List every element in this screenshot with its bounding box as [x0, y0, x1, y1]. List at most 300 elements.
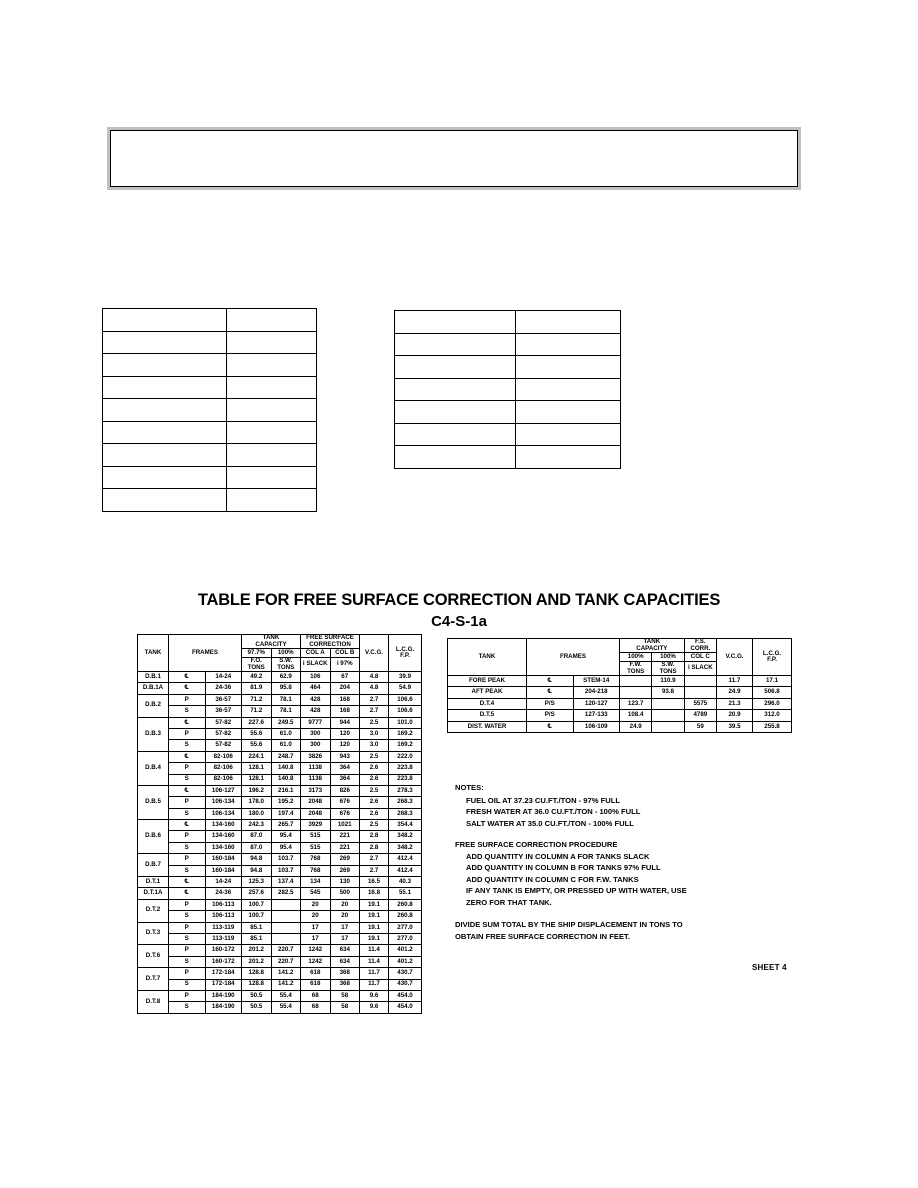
- note-line-2: SALT WATER AT 35.0 CU.FT./TON - 100% FULL: [466, 818, 634, 828]
- cell-lcg: 312.0: [753, 710, 792, 721]
- cell-fo-tons: 71.2: [242, 706, 272, 717]
- cell-lcg: 39.9: [389, 672, 422, 683]
- free-surface-tank-capacity-table-right: [447, 638, 792, 733]
- cell-col-a: 428: [301, 706, 331, 717]
- cell-frames: 57-82: [205, 740, 242, 751]
- cell-vcg: 2.5: [360, 751, 389, 762]
- page-title: TABLE FOR FREE SURFACE CORRECTION AND TANK CAPACITIES: [197, 591, 721, 609]
- empty-grid-cell: [395, 356, 516, 379]
- cell-fw-tons: [620, 676, 652, 687]
- empty-grid-row: [103, 444, 317, 467]
- empty-grid-cell: [395, 378, 516, 401]
- cell-fo-tons: 242.3: [242, 820, 272, 831]
- cell-tank: D.T.1A: [138, 888, 169, 899]
- cell-col-c: [684, 687, 716, 698]
- cell-fo-tons: 257.6: [242, 888, 272, 899]
- cell-sw-tons: 220.7: [271, 945, 301, 956]
- table-row: [138, 785, 422, 796]
- procedure-line-4: ZERO FOR THAT TANK.: [466, 897, 552, 907]
- table-row: [138, 774, 422, 785]
- empty-grid-row: [395, 401, 621, 424]
- empty-grid-cell: [227, 309, 317, 332]
- left-group-header-free-surface: [301, 635, 360, 649]
- cell-lcg: 277.0: [389, 922, 422, 933]
- cell-vcg: 19.1: [360, 899, 389, 910]
- cell-sw-tons: 95.4: [271, 842, 301, 853]
- notes-heading: NOTES:: [455, 783, 484, 792]
- cell-lcg: 101.0: [389, 717, 422, 728]
- right-table-head: [448, 639, 792, 676]
- cell-side: ℄: [527, 676, 574, 687]
- cell-tank: D.B.2: [138, 694, 169, 717]
- empty-grid-cell: [103, 354, 227, 377]
- cell-sw-tons: 137.4: [271, 877, 301, 888]
- empty-grid-cell: [395, 401, 516, 424]
- cell-frames: 82-106: [205, 774, 242, 785]
- cell-frames: 36-57: [205, 694, 242, 705]
- cell-sw-tons: [271, 911, 301, 922]
- table-row: [138, 1002, 422, 1013]
- cell-side: S: [169, 740, 206, 751]
- table-row: [138, 888, 422, 899]
- cell-side: S: [169, 1002, 206, 1013]
- cell-vcg: 4.8: [360, 683, 389, 694]
- cell-sw-tons: 93.8: [652, 687, 684, 698]
- empty-grid-left-body: [103, 309, 317, 512]
- cell-side: ℄: [169, 877, 206, 888]
- right-group-header-fs-corr: [684, 639, 716, 653]
- table-row: [138, 956, 422, 967]
- cell-fo-tons: 128.8: [242, 968, 272, 979]
- left-pct-header-3: COL B: [330, 649, 360, 658]
- table-row: [138, 831, 422, 842]
- empty-grid-cell: [103, 421, 227, 444]
- cell-vcg: 20.9: [717, 710, 753, 721]
- cell-side: P: [169, 831, 206, 842]
- cell-vcg: 4.8: [360, 672, 389, 683]
- cell-side: P: [169, 899, 206, 910]
- right-col-header-frames: FRAMES: [527, 639, 620, 676]
- cell-frames: 57-82: [205, 717, 242, 728]
- right-col-header-lcg: [753, 639, 792, 676]
- cell-sw-tons: 265.7: [271, 820, 301, 831]
- cell-frames: 172-184: [205, 979, 242, 990]
- cell-fo-tons: 125.3: [242, 877, 272, 888]
- table-row: [138, 683, 422, 694]
- cell-frames: 160-172: [205, 945, 242, 956]
- cell-col-b: 500: [330, 888, 360, 899]
- cell-fo-tons: 71.2: [242, 694, 272, 705]
- left-group-header-tank-capacity: [242, 635, 301, 649]
- cell-tank: D.T.1: [138, 877, 169, 888]
- cell-frames: 134-160: [205, 831, 242, 842]
- cell-lcg: 17.1: [753, 676, 792, 687]
- cell-col-b: 368: [330, 968, 360, 979]
- cell-fo-tons: 81.9: [242, 683, 272, 694]
- cell-fo-tons: 85.1: [242, 933, 272, 944]
- empty-grid-row: [103, 309, 317, 332]
- cell-sw-tons: [652, 710, 684, 721]
- procedure-lines: [455, 851, 795, 909]
- closing-lines: [455, 919, 795, 942]
- cell-frames: 127-133: [573, 710, 620, 721]
- cell-col-b: 17: [330, 922, 360, 933]
- cell-vcg: 19.1: [360, 911, 389, 922]
- cell-side: P: [169, 990, 206, 1001]
- cell-lcg: 223.8: [389, 763, 422, 774]
- left-col-header-tank: TANK: [138, 635, 169, 672]
- cell-col-b: 20: [330, 911, 360, 922]
- table-row: [138, 808, 422, 819]
- cell-vcg: 2.5: [360, 820, 389, 831]
- cell-frames: 106-113: [205, 911, 242, 922]
- cell-sw-tons: 55.4: [271, 1002, 301, 1013]
- empty-grid-cell: [227, 421, 317, 444]
- procedure-line-1: ADD QUANTITY IN COLUMN B FOR TANKS 97% FULL: [466, 863, 661, 873]
- cell-lcg: 268.3: [389, 797, 422, 808]
- cell-frames: 113-119: [205, 922, 242, 933]
- cell-vcg: 11.4: [360, 956, 389, 967]
- cell-sw-tons: 95.4: [271, 831, 301, 842]
- cell-lcg: 55.1: [389, 888, 422, 899]
- left-col-header-col-a: i SLACK: [301, 658, 331, 672]
- cell-col-a: 134: [301, 877, 331, 888]
- cell-side: ℄: [169, 751, 206, 762]
- cell-side: ℄: [169, 888, 206, 899]
- left-col-header-sw-tons-line1: S.W.: [279, 657, 293, 664]
- empty-grid-cell: [227, 399, 317, 422]
- cell-tank: D.T.5: [448, 710, 527, 721]
- cell-col-c: 59: [684, 721, 716, 732]
- cell-col-c: 4789: [684, 710, 716, 721]
- cell-tank: D.B.3: [138, 717, 169, 751]
- empty-grid-row: [395, 356, 621, 379]
- empty-grid-cell: [103, 444, 227, 467]
- cell-col-b: 58: [330, 1002, 360, 1013]
- cell-vcg: 3.0: [360, 728, 389, 739]
- cell-lcg: 40.3: [389, 877, 422, 888]
- note-line-0: FUEL OIL AT 37.23 CU.FT./TON - 97% FULL: [466, 795, 621, 805]
- cell-frames: 160-184: [205, 865, 242, 876]
- left-table-body: [138, 672, 422, 1014]
- table-row: [138, 911, 422, 922]
- empty-grid-cell: [227, 331, 317, 354]
- free-surface-tank-capacity-table-left: [137, 634, 422, 1014]
- table-row: [138, 740, 422, 751]
- cell-col-b: 58: [330, 990, 360, 1001]
- empty-grid-cell: [227, 444, 317, 467]
- cell-sw-tons: 55.4: [271, 990, 301, 1001]
- table-row: [138, 865, 422, 876]
- cell-vcg: 2.6: [360, 763, 389, 774]
- cell-vcg: 2.6: [360, 774, 389, 785]
- cell-col-a: 68: [301, 1002, 331, 1013]
- left-col-header-sw-tons-line2: TONS: [277, 663, 295, 671]
- table-row: [138, 968, 422, 979]
- cell-vcg: 9.6: [360, 990, 389, 1001]
- empty-grid-cell: [227, 354, 317, 377]
- empty-grid-cell: [227, 466, 317, 489]
- cell-frames: 160-184: [205, 854, 242, 865]
- cell-col-b: 120: [330, 728, 360, 739]
- table-row: [138, 820, 422, 831]
- cell-col-a: 1138: [301, 763, 331, 774]
- empty-grid-row: [395, 446, 621, 469]
- cell-sw-tons: [271, 899, 301, 910]
- cell-fo-tons: 224.1: [242, 751, 272, 762]
- empty-grid-row: [395, 311, 621, 334]
- right-table-body: [448, 676, 792, 733]
- table-row: [138, 854, 422, 865]
- cell-fo-tons: 94.8: [242, 854, 272, 865]
- cell-fw-tons: 24.9: [620, 721, 652, 732]
- cell-sw-tons: 61.0: [271, 728, 301, 739]
- note-line-1: FRESH WATER AT 36.0 CU.FT./TON - 100% FULL: [466, 807, 641, 817]
- table-row: [138, 990, 422, 1001]
- cell-frames: 106-109: [573, 721, 620, 732]
- right-group-header-fs-corr-line2: CORR.: [690, 644, 711, 652]
- cell-side: S: [169, 808, 206, 819]
- cell-sw-tons: 141.2: [271, 979, 301, 990]
- cell-side: ℄: [169, 683, 206, 694]
- cell-sw-tons: [652, 721, 684, 732]
- cell-sw-tons: 110.9: [652, 676, 684, 687]
- cell-vcg: 21.3: [717, 698, 753, 709]
- cell-vcg: 2.7: [360, 854, 389, 865]
- cell-col-b: 944: [330, 717, 360, 728]
- cell-frames: 36-57: [205, 706, 242, 717]
- cell-col-b: 368: [330, 979, 360, 990]
- cell-sw-tons: [271, 922, 301, 933]
- cell-side: P/S: [527, 698, 574, 709]
- cell-side: S: [169, 956, 206, 967]
- cell-side: P: [169, 854, 206, 865]
- cell-col-b: 168: [330, 694, 360, 705]
- table-row: [138, 945, 422, 956]
- empty-grid-row: [395, 333, 621, 356]
- cell-frames: 14-24: [205, 877, 242, 888]
- cell-fo-tons: 55.6: [242, 728, 272, 739]
- banner-box: [107, 127, 801, 190]
- left-col-header-lcg-line2: F.P.: [400, 652, 410, 659]
- cell-col-b: 221: [330, 831, 360, 842]
- cell-col-b: 130: [330, 877, 360, 888]
- empty-grid-row: [103, 354, 317, 377]
- cell-col-b: 20: [330, 899, 360, 910]
- cell-col-c: 5575: [684, 698, 716, 709]
- cell-lcg: 454.0: [389, 1002, 422, 1013]
- cell-col-b: 676: [330, 797, 360, 808]
- right-group-header-tank-capacity: [620, 639, 685, 653]
- procedure-line-3: IF ANY TANK IS EMPTY, OR PRESSED UP WITH WATER, USE: [466, 886, 687, 896]
- cell-frames: 14-24: [205, 672, 242, 683]
- table-row: [138, 797, 422, 808]
- right-pct-header-0: 100%: [620, 653, 652, 662]
- cell-sw-tons: 103.7: [271, 865, 301, 876]
- empty-grid-row: [103, 421, 317, 444]
- cell-tank: D.B.7: [138, 854, 169, 877]
- cell-col-a: 515: [301, 831, 331, 842]
- table-row: [138, 933, 422, 944]
- cell-col-a: 68: [301, 990, 331, 1001]
- left-col-header-fo-tons: [242, 658, 272, 672]
- cell-sw-tons: 195.2: [271, 797, 301, 808]
- right-group-header-tank-capacity-line1: TANK: [643, 638, 661, 645]
- left-col-header-vcg: V.C.G.: [360, 635, 389, 672]
- procedure-heading: FREE SURFACE CORRECTION PROCEDURE: [455, 840, 618, 850]
- cell-frames: 172-184: [205, 968, 242, 979]
- left-group-header-tank-capacity-line2: CAPACITY: [255, 640, 287, 648]
- cell-vcg: 2.7: [360, 694, 389, 705]
- cell-vcg: 2.6: [360, 808, 389, 819]
- cell-frames: 24-36: [205, 888, 242, 899]
- empty-grid-cell: [227, 376, 317, 399]
- empty-grid-row: [103, 399, 317, 422]
- right-col-header-sw-tons-line2: TONS: [659, 667, 677, 675]
- cell-lcg: 169.2: [389, 740, 422, 751]
- cell-side: S: [169, 911, 206, 922]
- cell-sw-tons: 78.1: [271, 694, 301, 705]
- table-row: [138, 899, 422, 910]
- empty-grid-cell: [516, 311, 621, 334]
- cell-side: ℄: [169, 717, 206, 728]
- cell-fo-tons: 100.7: [242, 899, 272, 910]
- cell-col-a: 300: [301, 728, 331, 739]
- cell-frames: 106-134: [205, 797, 242, 808]
- cell-sw-tons: 216.1: [271, 785, 301, 796]
- cell-vcg: 2.5: [360, 785, 389, 796]
- empty-grid-row: [103, 489, 317, 512]
- cell-col-b: 269: [330, 854, 360, 865]
- empty-grid-cell: [516, 401, 621, 424]
- sheet-label: SHEET 4: [752, 963, 787, 972]
- empty-grid-row: [103, 331, 317, 354]
- cell-col-a: 106: [301, 672, 331, 683]
- cell-lcg: 348.2: [389, 842, 422, 853]
- cell-col-a: 428: [301, 694, 331, 705]
- cell-frames: 24-36: [205, 683, 242, 694]
- cell-sw-tons: 220.7: [271, 956, 301, 967]
- left-group-header-tank-capacity-line1: TANK: [262, 634, 280, 641]
- right-col-header-lcg-line2: F.P.: [767, 656, 777, 663]
- cell-vcg: 2.5: [360, 717, 389, 728]
- table-row: [138, 763, 422, 774]
- empty-grid-cell: [516, 378, 621, 401]
- cell-col-a: 768: [301, 865, 331, 876]
- cell-side: ℄: [527, 721, 574, 732]
- cell-side: P/S: [527, 710, 574, 721]
- cell-lcg: 430.7: [389, 968, 422, 979]
- cell-vcg: 2.8: [360, 831, 389, 842]
- cell-vcg: 2.7: [360, 706, 389, 717]
- cell-frames: 106-134: [205, 808, 242, 819]
- cell-lcg: 412.4: [389, 865, 422, 876]
- empty-grid-cell: [516, 446, 621, 469]
- cell-lcg: 268.3: [389, 808, 422, 819]
- empty-grid-cell: [103, 331, 227, 354]
- right-col-header-sw-tons-line1: S.W.: [661, 661, 675, 668]
- cell-side: S: [169, 774, 206, 785]
- left-pct-header-0: 97.7%: [242, 649, 272, 658]
- cell-frames: 106-113: [205, 899, 242, 910]
- left-col-header-fo-tons-line2: TONS: [247, 663, 265, 671]
- left-group-header-free-surface-line2: CORRECTION: [309, 640, 351, 648]
- cell-sw-tons: 197.4: [271, 808, 301, 819]
- cell-col-b: 204: [330, 683, 360, 694]
- empty-grid-cell: [103, 489, 227, 512]
- empty-grid-right-body: [395, 311, 621, 469]
- cell-frames: 134-160: [205, 820, 242, 831]
- table-row: [448, 698, 792, 709]
- empty-grid-cell: [103, 399, 227, 422]
- right-col-header-lcg-line1: L.C.G.: [762, 649, 782, 657]
- cell-col-a: 1242: [301, 945, 331, 956]
- page-subtitle: C4-S-1a: [431, 613, 487, 630]
- right-col-header-vcg: V.C.G.: [717, 639, 753, 676]
- cell-fo-tons: 87.0: [242, 842, 272, 853]
- cell-col-a: 17: [301, 922, 331, 933]
- cell-col-a: 768: [301, 854, 331, 865]
- table-row: [138, 979, 422, 990]
- right-col-header-sw-tons: [652, 662, 684, 676]
- cell-lcg: 278.3: [389, 785, 422, 796]
- left-col-header-fo-tons-line1: F.O.: [250, 657, 262, 664]
- cell-col-a: 1138: [301, 774, 331, 785]
- right-pct-header-2: COL C: [684, 653, 716, 662]
- cell-frames: 57-82: [205, 728, 242, 739]
- cell-vcg: 2.8: [360, 842, 389, 853]
- cell-fo-tons: 50.5: [242, 990, 272, 1001]
- cell-fo-tons: 128.1: [242, 774, 272, 785]
- table-row: [138, 717, 422, 728]
- cell-frames: 82-106: [205, 763, 242, 774]
- cell-vcg: 16.8: [360, 888, 389, 899]
- cell-vcg: 2.7: [360, 865, 389, 876]
- left-pct-header-1: 100%: [271, 649, 301, 658]
- cell-sw-tons: 282.5: [271, 888, 301, 899]
- cell-col-b: 17: [330, 933, 360, 944]
- right-pct-header-1: 100%: [652, 653, 684, 662]
- cell-col-a: 20: [301, 911, 331, 922]
- cell-col-b: 943: [330, 751, 360, 762]
- cell-fo-tons: 128.1: [242, 763, 272, 774]
- cell-side: S: [169, 706, 206, 717]
- table-row: [138, 751, 422, 762]
- cell-fo-tons: 85.1: [242, 922, 272, 933]
- cell-side: S: [169, 842, 206, 853]
- cell-side: P: [169, 694, 206, 705]
- empty-grid-cell: [103, 376, 227, 399]
- cell-sw-tons: [271, 933, 301, 944]
- cell-col-b: 676: [330, 808, 360, 819]
- empty-grid-cell: [103, 309, 227, 332]
- cell-sw-tons: 140.8: [271, 774, 301, 785]
- cell-lcg: 106.6: [389, 706, 422, 717]
- right-table-group-header-row: [448, 639, 792, 653]
- cell-fw-tons: [620, 687, 652, 698]
- cell-frames: 184-190: [205, 990, 242, 1001]
- empty-grid-row: [103, 466, 317, 489]
- cell-col-a: 545: [301, 888, 331, 899]
- cell-side: P: [169, 922, 206, 933]
- cell-col-a: 20: [301, 899, 331, 910]
- cell-col-b: 634: [330, 945, 360, 956]
- cell-frames: 204-218: [573, 687, 620, 698]
- cell-lcg: 412.4: [389, 854, 422, 865]
- banner-inner-panel: [110, 130, 798, 187]
- cell-col-b: 364: [330, 763, 360, 774]
- cell-vcg: 11.7: [717, 676, 753, 687]
